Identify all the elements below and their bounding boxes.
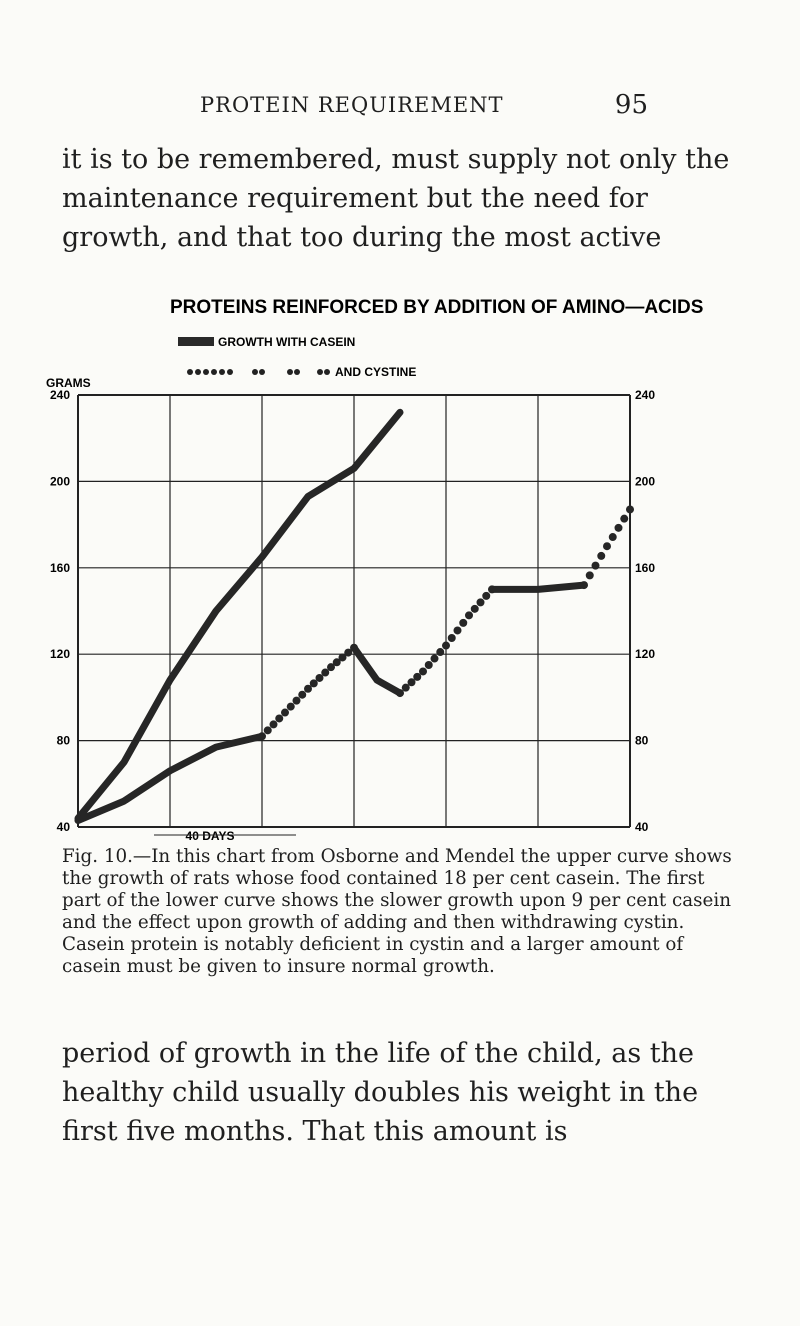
series-dot xyxy=(482,592,490,600)
x-axis-marker xyxy=(154,829,296,843)
y-tick-label-left: 120 xyxy=(49,647,70,662)
y-tick-label-left: 80 xyxy=(56,733,70,748)
series-dot xyxy=(298,691,306,699)
series-dot xyxy=(609,533,617,541)
series-dot xyxy=(586,571,594,579)
series-dot xyxy=(270,720,278,728)
data-point xyxy=(398,410,403,415)
x-marker-label: 40 DAYS xyxy=(185,829,235,843)
running-head-title: PROTEIN REQUIREMENT xyxy=(200,93,504,117)
chart-series xyxy=(76,410,635,823)
data-point xyxy=(76,818,81,823)
series-dot xyxy=(580,581,588,589)
series-dot xyxy=(597,552,605,560)
data-point xyxy=(306,494,311,499)
legend-dot xyxy=(324,369,330,375)
legend-dot xyxy=(203,369,209,375)
growth-chart xyxy=(40,285,740,845)
data-point xyxy=(375,678,380,683)
y-tick-label-right: 80 xyxy=(635,733,649,748)
series-dot xyxy=(615,524,623,532)
legend-dot xyxy=(219,369,225,375)
chart-title: PROTEINS REINFORCED BY ADDITION OF AMINO—ACIDS xyxy=(170,297,704,318)
data-point xyxy=(536,587,541,592)
series-dot xyxy=(442,642,450,650)
data-point xyxy=(122,760,127,765)
legend-dot xyxy=(287,369,293,375)
series-dot xyxy=(293,697,301,705)
series-dot xyxy=(592,562,600,570)
legend-solid-swatch xyxy=(178,337,214,346)
data-point xyxy=(168,678,173,683)
legend-label-casein: GROWTH WITH CASEIN xyxy=(218,335,356,349)
series-dot xyxy=(425,661,433,669)
series-dot xyxy=(465,611,473,619)
y-axis-label: GRAMS xyxy=(46,376,91,390)
series-dot xyxy=(431,655,439,663)
legend-dot xyxy=(252,369,258,375)
data-point xyxy=(260,555,265,560)
y-tick-label-right: 40 xyxy=(635,820,649,834)
data-point xyxy=(352,466,357,471)
y-tick-label-left: 40 xyxy=(56,820,70,834)
series-dot xyxy=(448,634,456,642)
figure-caption: Fig. 10.—In this chart from Osborne and Mendel the upper curve shows the growth of rats whose food contained 18 per cent casein. The first part of the lower curve shows the slower growth upon 9 per cent casein and the effect upon growth of adding and then withdrawing cystin. Casein protein is notably deficient in cystin and a larger amount of casein must be given to insure normal growth. xyxy=(62,846,732,977)
legend-dot xyxy=(317,369,323,375)
series-dot xyxy=(287,703,295,711)
series-dot xyxy=(258,732,266,740)
body-paragraph-top: it is to be remembered, must supply not only the maintenance requirement but the need for growth, and that too during the most active xyxy=(62,144,730,253)
running-head xyxy=(0,90,800,123)
figure xyxy=(40,285,740,845)
series-dot xyxy=(454,626,462,634)
series-dot xyxy=(419,667,427,675)
y-tick-label-right: 120 xyxy=(635,647,656,662)
series-dot xyxy=(459,619,467,627)
series-dot xyxy=(626,505,634,513)
data-point xyxy=(352,645,357,650)
legend-dot xyxy=(259,369,265,375)
legend-dot xyxy=(195,369,201,375)
y-tick-label-left: 160 xyxy=(49,560,70,575)
series-dot xyxy=(477,598,485,606)
legend-dot xyxy=(211,369,217,375)
page-number: 95 xyxy=(614,90,648,120)
y-tick-label-left: 240 xyxy=(49,388,70,402)
series-dot xyxy=(281,709,289,717)
series-dot xyxy=(275,714,283,722)
data-point xyxy=(214,609,219,614)
legend-dotted-swatch xyxy=(187,369,330,375)
series-dot xyxy=(603,542,611,550)
y-tick-label-right: 240 xyxy=(635,388,656,402)
legend-dot xyxy=(227,369,233,375)
data-point xyxy=(490,587,495,592)
series-dot xyxy=(264,726,272,734)
chart-ticks xyxy=(50,388,655,834)
series-dot xyxy=(620,515,628,523)
data-point xyxy=(214,745,219,750)
legend-label-cystine: AND CYSTINE xyxy=(335,365,417,379)
series-dot xyxy=(471,605,479,613)
data-point xyxy=(168,768,173,773)
data-point xyxy=(122,799,127,804)
series-line-solid xyxy=(78,412,400,818)
y-tick-label-left: 200 xyxy=(49,474,70,489)
legend-dot xyxy=(294,369,300,375)
series-dot xyxy=(436,648,444,656)
legend-dot xyxy=(187,369,193,375)
y-tick-label-right: 200 xyxy=(635,474,656,489)
y-tick-label-right: 160 xyxy=(635,560,656,575)
body-paragraph-bottom: period of growth in the life of the child, as the healthy child usually doubles his weight in the first five months. That this amount is xyxy=(62,1038,699,1147)
chart-grid xyxy=(78,395,630,827)
